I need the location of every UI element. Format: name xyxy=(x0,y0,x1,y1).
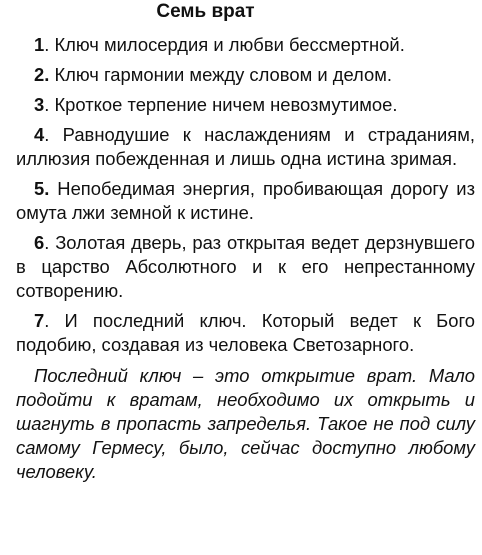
key-item-4 xyxy=(16,123,475,171)
key-dot: . xyxy=(44,34,50,55)
key-number: 4 xyxy=(34,124,45,145)
key-number: 1 xyxy=(34,34,45,55)
key-text: Кроткое терпение ничем невозмутимое. xyxy=(49,94,398,115)
document-title: Семь врат xyxy=(156,1,255,22)
key-item-6 xyxy=(16,231,475,303)
closing-paragraph: Последний ключ – это открытие врат. Мало подойти к вратам, необходимо их открыть и шагнуть в пропасть запределья. Такое не под силу самому Гермесу, было, сейчас доступно любому человеку. xyxy=(16,365,475,482)
key-dot: . xyxy=(44,94,50,115)
key-text: Непобедимая энергия, пробивающая дорогу из омута лжи земной к истине. xyxy=(16,178,475,223)
key-text: И последний ключ. Который ведет к Бого подобию, создавая из человека Светозарного. xyxy=(16,310,475,355)
key-item-7 xyxy=(16,309,475,357)
key-item-5 xyxy=(16,177,475,225)
key-item-1 xyxy=(16,33,475,57)
key-text: Равнодушие к наслаждениям и страданиям, иллюзия побежденная и лишь одна истина зримая. xyxy=(16,124,475,169)
key-text: Ключ милосердия и любви бессмертной. xyxy=(49,34,405,55)
key-dot: . xyxy=(44,310,50,331)
key-number: 3 xyxy=(34,94,45,115)
key-number: 7 xyxy=(34,310,45,331)
key-text: Золотая дверь, раз открытая ведет дерзнувшего в царство Абсолютного и к его непрестанному сотворению. xyxy=(16,232,475,301)
key-dot: . xyxy=(44,232,50,253)
key-item-2 xyxy=(16,63,475,87)
key-number: 2. xyxy=(34,64,50,85)
key-dot: . xyxy=(44,124,50,145)
key-number: 6 xyxy=(34,232,45,253)
key-text: Ключ гармонии между словом и делом. xyxy=(49,64,392,85)
key-item-3 xyxy=(16,93,475,117)
key-number: 5. xyxy=(34,178,50,199)
